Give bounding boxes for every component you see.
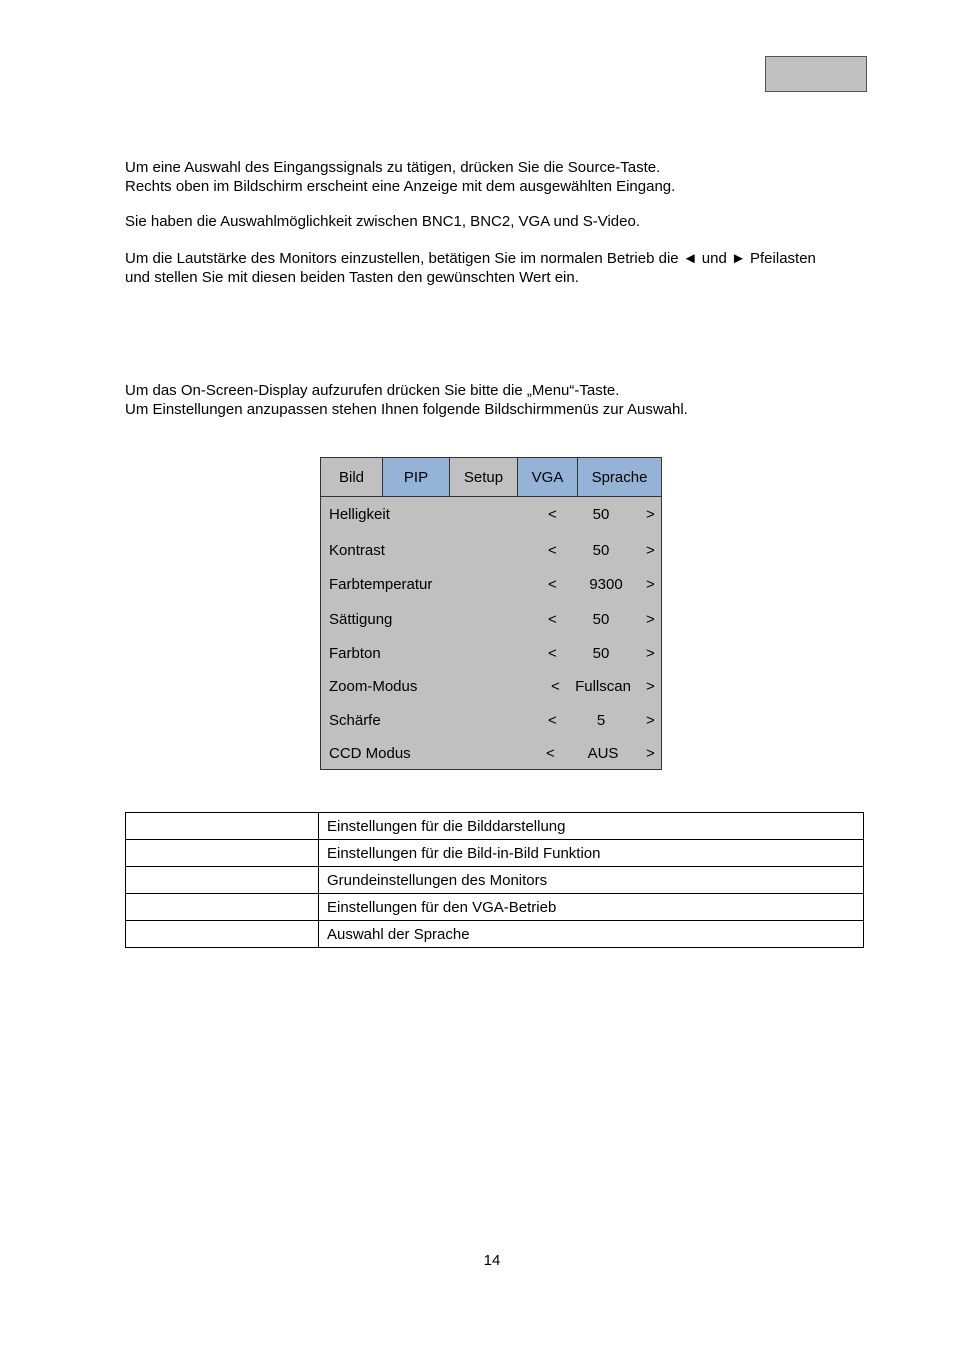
tab-sprache[interactable]: Sprache: [578, 458, 661, 496]
intro-paragraph-menu: [125, 382, 875, 419]
menu-name-cell: [126, 840, 319, 867]
intro-paragraph-volume: [125, 250, 875, 287]
increase-arrow[interactable]: >: [646, 745, 655, 762]
increase-arrow[interactable]: >: [646, 678, 655, 695]
increase-arrow[interactable]: >: [646, 576, 655, 593]
menu-name-cell: [126, 813, 319, 840]
table-row: [126, 840, 864, 867]
osd-row-farbtemperatur: [321, 576, 661, 596]
setting-value: AUS: [587, 745, 619, 762]
osd-row-schaerfe: [321, 712, 661, 732]
decrease-arrow[interactable]: <: [546, 745, 555, 762]
text-line: Um eine Auswahl des Eingangssignals zu tätigen, drücken Sie die Source-Taste.: [125, 159, 661, 176]
menu-description-table: [125, 812, 864, 948]
text-line: und stellen Sie mit diesen beiden Tasten den gewünschten Wert ein.: [125, 268, 579, 286]
intro-paragraph-source: [125, 159, 875, 196]
osd-menu: [320, 457, 662, 770]
setting-value: 50: [592, 506, 610, 523]
tab-vga[interactable]: VGA: [518, 458, 578, 496]
setting-value: 50: [592, 645, 610, 662]
setting-label: CCD Modus: [329, 745, 411, 762]
osd-tab-bar: [321, 458, 661, 497]
decrease-arrow[interactable]: <: [548, 542, 557, 559]
text-line: Um die Lautstärke des Monitors einzustellen, betätigen Sie im normalen Betrieb die ◄ und ► Pfeilasten: [125, 250, 816, 267]
setting-value: 5: [596, 712, 606, 729]
setting-value: 50: [592, 542, 610, 559]
text-line: Um Einstellungen anzupassen stehen Ihnen folgende Bildschirmmenüs zur Auswahl.: [125, 400, 688, 418]
tab-bild[interactable]: Bild: [321, 458, 383, 496]
decrease-arrow[interactable]: <: [548, 712, 557, 729]
menu-name-cell: [126, 894, 319, 921]
text-line: Um das On-Screen-Display aufzurufen drücken Sie bitte die „Menu“-Taste.: [125, 382, 620, 399]
intro-paragraph-inputs: Sie haben die Auswahlmöglichkeit zwischen BNC1, BNC2, VGA und S-Video.: [125, 213, 641, 230]
setting-value: 50: [592, 611, 610, 628]
decrease-arrow[interactable]: <: [548, 576, 557, 593]
increase-arrow[interactable]: >: [646, 712, 655, 729]
menu-description-cell: Einstellungen für den VGA-Betrieb: [319, 894, 864, 921]
setting-label: Helligkeit: [329, 506, 390, 523]
setting-label: Farbton: [329, 645, 381, 662]
menu-description-cell: Grundeinstellungen des Monitors: [319, 867, 864, 894]
menu-description-cell: Einstellungen für die Bilddarstellung: [319, 813, 864, 840]
setting-value: 9300: [589, 576, 623, 593]
table-row: [126, 921, 864, 948]
menu-name-cell: [126, 921, 319, 948]
table-row: [126, 867, 864, 894]
osd-row-helligkeit: [321, 506, 661, 526]
increase-arrow[interactable]: >: [646, 542, 655, 559]
text-line: Rechts oben im Bildschirm erscheint eine Anzeige mit dem ausgewählten Eingang.: [125, 177, 676, 195]
decrease-arrow[interactable]: <: [551, 678, 560, 695]
setting-label: Kontrast: [329, 542, 385, 559]
osd-row-zoom-modus: [321, 678, 661, 698]
setting-label: Zoom-Modus: [329, 678, 418, 695]
menu-description-cell: Einstellungen für die Bild-in-Bild Funktion: [319, 840, 864, 867]
tab-pip[interactable]: PIP: [383, 458, 450, 496]
increase-arrow[interactable]: >: [646, 645, 655, 662]
increase-arrow[interactable]: >: [646, 506, 655, 523]
osd-row-saettigung: [321, 611, 661, 631]
decrease-arrow[interactable]: <: [548, 645, 557, 662]
decrease-arrow[interactable]: <: [548, 506, 557, 523]
tab-setup[interactable]: Setup: [450, 458, 518, 496]
setting-label: Schärfe: [329, 712, 381, 729]
osd-row-ccd-modus: [321, 745, 661, 765]
increase-arrow[interactable]: >: [646, 611, 655, 628]
osd-row-farbton: [321, 645, 661, 665]
setting-value: Fullscan: [575, 678, 631, 695]
table-row: [126, 894, 864, 921]
setting-label: Sättigung: [329, 611, 393, 628]
page-number: 14: [483, 1252, 501, 1269]
menu-name-cell: [126, 867, 319, 894]
setting-label: Farbtemperatur: [329, 576, 433, 593]
menu-description-cell: Auswahl der Sprache: [319, 921, 864, 948]
language-badge: [765, 56, 867, 92]
osd-row-kontrast: [321, 542, 661, 562]
table-row: [126, 813, 864, 840]
decrease-arrow[interactable]: <: [548, 611, 557, 628]
